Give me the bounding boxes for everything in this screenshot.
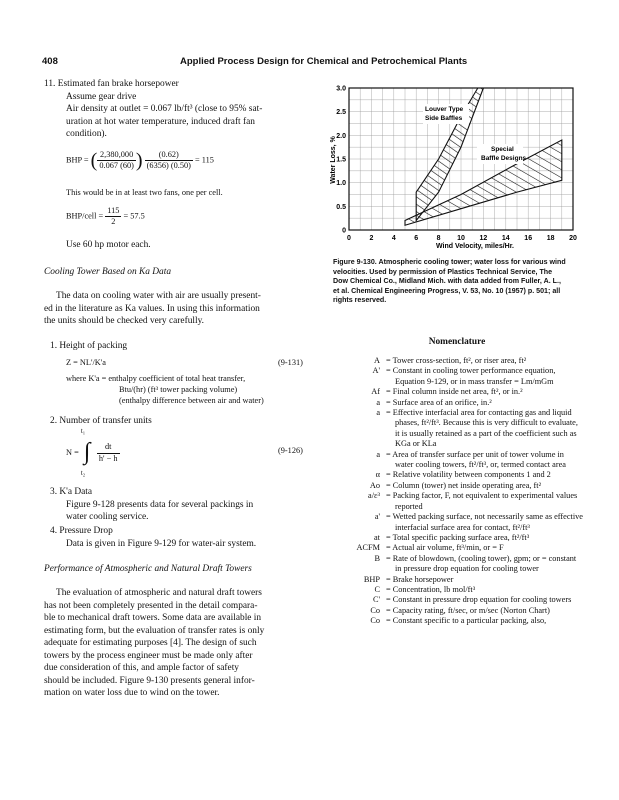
nomenclature-entry (322, 387, 584, 397)
where-line: Btu/(hr) (ft³ tower packing volume) (119, 385, 238, 394)
step-1-heading: 1. Height of packing (50, 341, 128, 351)
bhp-cell-label: BHP/cell = (66, 211, 104, 221)
bhp-fraction-1 (97, 150, 136, 172)
section-heading-performance: Performance of Atmospheric and Natural Draft Towers (44, 564, 252, 574)
nomenclature-definition: = Tower cross-section, ft², or riser area, ft² (386, 356, 527, 365)
x-tick-label: 2 (369, 235, 374, 242)
integral-lower-limit: t₂ (80, 469, 86, 477)
nomenclature-symbol: Co (370, 605, 380, 615)
ntu-fraction (97, 442, 120, 464)
nomenclature-symbol: C (374, 584, 380, 594)
nomenclature-entry (322, 543, 584, 553)
nomenclature-definition: = Rate of blowdown, (cooling tower), gpm; or = constant in pressure drop equation for cooling tower (386, 553, 577, 574)
x-tick-label: 18 (546, 235, 555, 242)
where-line: where K'a = enthalpy coefficient of total heat transfer, (66, 374, 246, 383)
section-heading-ka: Cooling Tower Based on Ka Data (44, 267, 172, 277)
bhp-label: BHP = (66, 155, 89, 165)
bhp-cell-equation (66, 206, 145, 228)
ntu-denominator: h' − h (98, 453, 118, 463)
nomenclature-definition: = Area of transfer surface per unit of tower volume in water cooling towers, ft²/ft³, or, termed contact area (386, 449, 566, 470)
nomenclature-symbol: ACFM (356, 543, 380, 553)
step-3-text: water cooling service. (66, 512, 149, 522)
nomenclature-entry (322, 606, 584, 616)
performance-paragraph (44, 587, 319, 700)
nomenclature-symbol: α (375, 470, 380, 480)
figure-caption (333, 258, 583, 306)
paragraph-line: towers by the process engineer must be made only after (44, 650, 253, 661)
nomenclature-symbol: A' (372, 366, 380, 376)
nomenclature-entry (322, 595, 584, 605)
bhp-numerator: 2,380,000 (97, 150, 136, 161)
nomenclature-entry (322, 450, 584, 471)
paragraph-line: should be included. Figure 9-130 presents general infor- (44, 675, 255, 686)
y-tick-label: 1.5 (336, 156, 346, 164)
paragraph-line: due consideration of this, and ample factor of safety (44, 663, 239, 673)
nomenclature-entry (322, 585, 584, 595)
nomenclature-entry (322, 398, 584, 408)
nomenclature-symbol: a' (374, 512, 380, 522)
caption-line: rights reserved. (333, 296, 387, 305)
nomenclature-symbol: Af (371, 387, 380, 397)
x-tick-label: 8 (436, 235, 441, 242)
integral-upper-limit: t₁ (80, 427, 86, 435)
nomenclature-entry (322, 616, 584, 626)
nomenclature-list (322, 356, 584, 627)
fans-note: This would be in at least two fans, one per cell. (66, 188, 223, 197)
nomenclature-symbol: a (376, 408, 380, 418)
step-11-line: Assume gear drive (66, 91, 137, 102)
bhp-fraction-2 (145, 150, 193, 172)
bhp-cell-result: = 57.5 (123, 211, 145, 221)
paragraph-line: ed in the literature as Ka values. In using this information (44, 303, 260, 314)
nomenclature-symbol: A (374, 356, 380, 365)
nomenclature-symbol: at (374, 532, 380, 542)
bhp-numerator-2: (0.62) (145, 150, 193, 161)
step-3-text: Figure 9-128 presents data for several packings in (66, 500, 254, 510)
step-3-heading: 3. K'a Data (50, 487, 93, 497)
nomenclature-symbol: Co (370, 616, 380, 626)
paragraph-line: estimating form, but the evaluation of transfer rates is only (44, 625, 265, 636)
nomenclature-entry (322, 491, 584, 512)
running-title: Applied Process Design for Chemical and Petrochemical Plants (180, 56, 468, 67)
motor-note: Use 60 hp motor each. (66, 240, 151, 250)
x-tick-label: 4 (391, 235, 396, 242)
ntu-equation (66, 427, 120, 477)
integral-symbol: ∫ t₁ t₂ (80, 427, 91, 477)
paragraph-line: mation on water loss due to wind on the tower. (44, 688, 220, 698)
caption-line: velocities. Used by permission of Plastics Technical Service, The (333, 267, 553, 276)
x-tick-label: 14 (501, 235, 510, 242)
annotation-louver-2: Side Baffles (425, 115, 463, 122)
bhp-cell-numerator: 115 (105, 206, 121, 217)
step-11-line: condition). (66, 129, 107, 139)
paragraph-line: the units should be checked very carefully. (44, 316, 205, 326)
x-tick-label: 10 (457, 235, 465, 242)
paragraph-line: The data on cooling water with air are usually present- (56, 291, 261, 301)
y-tick-label: 3.0 (336, 85, 346, 93)
chart-y-label: Water Loss, % (330, 136, 337, 184)
page-number: 408 (42, 56, 58, 67)
annotation-special-1: Special (491, 146, 514, 153)
nomenclature-definition: = Constant in cooling tower performance equation, Equation 9-129, or in mass transfer = Lm/mGm (386, 366, 556, 386)
nomenclature-definition: = Relative volatility between components 1 and 2 (386, 470, 551, 480)
nomenclature-symbol: Ao (369, 480, 380, 490)
bhp-result: = 115 (195, 155, 214, 165)
nomenclature-entry (322, 575, 584, 585)
step-11-line: Air density at outlet = 0.067 lb/ft³ (close to 95% sat- (66, 104, 263, 114)
x-tick-label: 20 (569, 235, 577, 242)
nomenclature-symbol: a (376, 397, 380, 407)
ntu-lhs: N = (66, 447, 79, 457)
equation-number-9-126: (9-126) (278, 446, 303, 455)
equation-number-9-131: (9-131) (278, 358, 303, 367)
y-tick-label: 0 (342, 227, 346, 235)
paragraph-line: The evaluation of atmospheric and natural draft towers (56, 588, 262, 598)
nomenclature-definition: = Final column inside net area, ft², or in.² (386, 387, 523, 397)
nomenclature-symbol: B (374, 553, 380, 563)
annotation-special-2: Baffle Designs (481, 155, 527, 162)
y-tick-label: 1.0 (336, 180, 346, 188)
water-loss-chart (325, 82, 587, 254)
bhp-cell-denominator: 2 (111, 217, 116, 227)
nomenclature-definition: = Capacity rating, ft/sec, or m/sec (Norton Chart) (386, 605, 550, 615)
nomenclature-definition: = Brake horsepower (386, 574, 454, 584)
caption-line: Figure 9-130. Atmospheric cooling tower; water loss for various wind (333, 258, 566, 266)
nomenclature-definition: = Total specific packing surface area, ft²/ft³ (386, 532, 530, 542)
where-line: (enthalpy difference between air and water) (119, 396, 264, 405)
nomenclature-definition: = Wetted packing surface, not necessarily same as effective interfacial surface area for contact, ft²/ft³ (386, 512, 583, 532)
nomenclature-symbol: C' (372, 595, 380, 605)
nomenclature-entry (322, 512, 584, 533)
nomenclature-entry (322, 366, 584, 387)
nomenclature-definition: = Packing factor, F, not equivalent to experimental values reported (386, 491, 578, 511)
nomenclature-symbol: a (376, 449, 380, 459)
ntu-numerator: dt (97, 442, 120, 453)
nomenclature-entry (322, 356, 584, 366)
step-11-heading: 11. Estimated fan brake horsepower (44, 79, 179, 89)
caption-line: et al. Chemical Engineering Progress, V. 53, No. 10 (1957) p. 501; all (333, 286, 561, 295)
nomenclature-definition: = Constant specific to a particular packing, also, (386, 616, 547, 626)
nomenclature-definition: = Column (tower) net inside operating area, ft² (386, 480, 542, 490)
step-4-text: Data is given in Figure 9-129 for water-air system. (66, 539, 257, 549)
nomenclature-symbol: a/ε³ (368, 491, 380, 501)
x-tick-label: 16 (524, 235, 533, 242)
nomenclature-entry (322, 533, 584, 543)
equation-9-131: Z = NL'/K'a (66, 358, 106, 367)
nomenclature-definition: = Effective interfacial area for contacting gas and liquid phases, ft²/ft³. Because this is very difficult to evaluate, it is usually retained as a part of the coefficient such as KGa or KLa (386, 408, 578, 449)
step-2-heading: 2. Number of transfer units (50, 416, 152, 426)
bhp-equation: BHP = ( $\frac{2,380,000}{0.067 (60)}$ ) $\frac{(0.62)}{(6356) (0.50)}$ = 115 (66, 149, 214, 172)
nomenclature-entry (322, 408, 584, 450)
nomenclature-symbol: BHP (363, 574, 380, 584)
nomenclature-definition: = Constant in pressure drop equation for cooling towers (386, 595, 572, 605)
ka-paragraph (44, 290, 319, 328)
x-tick-label: 12 (479, 235, 488, 242)
y-tick-label: 0.5 (336, 203, 346, 211)
bhp-cell-fraction (105, 206, 121, 228)
step-11-line: uration at hot water temperature, induced draft fan (66, 116, 255, 127)
y-tick-label: 2.0 (336, 132, 346, 140)
x-tick-label: 0 (347, 235, 351, 242)
nomenclature-entry (322, 554, 584, 575)
paragraph-line: adequate for estimating purposes [4]. The design of such (44, 638, 257, 648)
y-tick-label: 2.5 (336, 109, 346, 117)
step-11-block (44, 78, 319, 141)
nomenclature-definition: = Surface area of an orifice, in.² (386, 397, 492, 407)
x-tick-label: 6 (414, 235, 419, 242)
nomenclature-title: Nomenclature (428, 337, 486, 347)
nomenclature-entry (322, 481, 584, 491)
bhp-denominator: 0.067 (60) (99, 161, 134, 171)
paragraph-line: ble to mechanical draft towers. Some data are available in (44, 613, 262, 623)
annotation-louver-1: Louver Type (425, 106, 464, 113)
paragraph-line: has not been completely presented in the detail compara- (44, 600, 258, 611)
step-4-heading: 4. Pressure Drop (50, 526, 113, 536)
nomenclature-definition: = Concentration, lb mol/ft³ (386, 584, 476, 594)
chart-x-label: Wind Velocity, miles/Hr. (436, 243, 514, 250)
caption-line: Dow Chemical Co., Midland Mich. with data added from Fuller, A. L., (333, 277, 561, 286)
nomenclature-entry (322, 470, 584, 480)
nomenclature-definition: = Actual air volume, ft³/min, or = F (386, 543, 504, 553)
bhp-denominator-2: (6356) (0.50) (146, 161, 191, 171)
